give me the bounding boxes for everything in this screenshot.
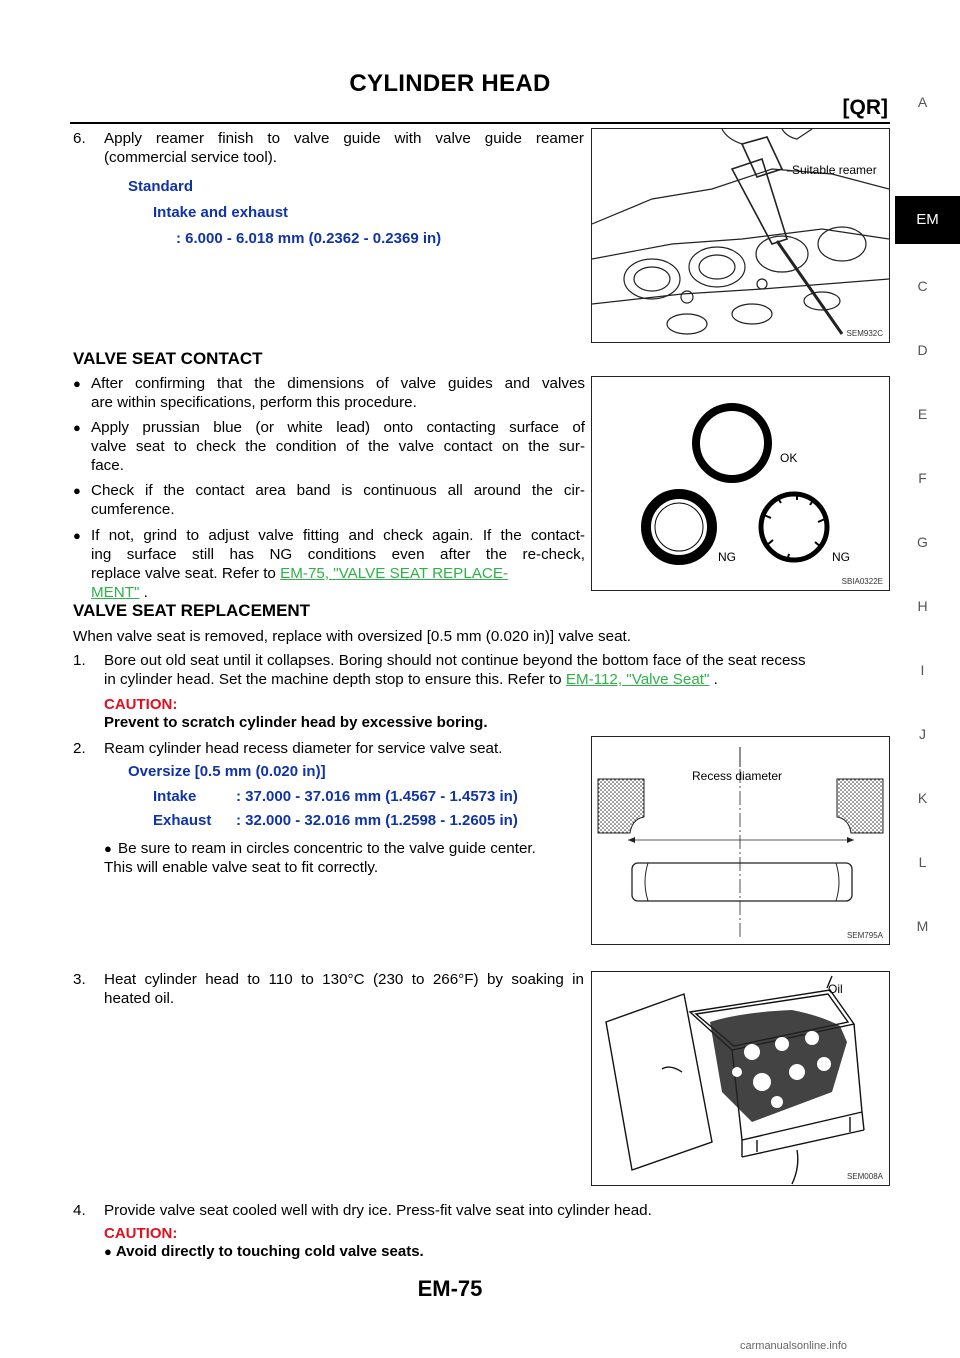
step2-bullet: ● Be sure to ream in circles concentric to the valve guide center. This will enable valve seat to fit correctly. xyxy=(104,840,536,876)
caution-1-label: CAUTION: xyxy=(104,696,178,713)
fig3-label: Recess diameter xyxy=(692,769,783,783)
step4-number: 4. xyxy=(73,1202,86,1219)
index-c[interactable]: C xyxy=(917,278,928,294)
step1-line2: in cylinder head. Set the machine depth stop to ensure this. Refer to EM-112, "Valve Seat" . xyxy=(104,671,718,688)
heading-valve-seat-replacement: VALVE SEAT REPLACEMENT xyxy=(73,601,311,620)
label-ng-2: NG xyxy=(832,550,850,564)
figure-oil-bath xyxy=(591,971,890,1186)
link-valve-seat-em112[interactable]: EM-112, "Valve Seat" xyxy=(565,671,710,688)
bullet-icon: ● xyxy=(104,1244,112,1259)
link-valve-seat-replacement[interactable]: EM-75, "VALVE SEAT REPLACE- xyxy=(280,565,509,582)
contact-bullet-2: ● Apply prussian blue (or white lead) onto contacting surface of valve seat to check the condition of the valve contact on the sur- face. xyxy=(73,419,585,474)
label-ok: OK xyxy=(780,451,798,465)
link-valve-seat-replacement-cont[interactable]: MENT" xyxy=(91,584,140,601)
step2-text: Ream cylinder head recess diameter for service valve seat. xyxy=(104,740,503,757)
index-f[interactable]: F xyxy=(918,470,927,486)
contact-bullet-3: ● Check if the contact area band is continuous all around the cir- cumference. xyxy=(73,482,585,518)
index-a[interactable]: A xyxy=(917,94,928,110)
watermark: carmanualsonline.info xyxy=(740,1340,848,1352)
label-ng-1: NG xyxy=(718,550,736,564)
replacement-intro: When valve seat is removed, replace with oversized [0.5 mm (0.020 in)] valve seat. xyxy=(73,628,631,645)
step6-spec-value: : 6.000 - 6.018 mm (0.2362 - 0.2369 in) xyxy=(176,230,442,247)
index-k[interactable]: K xyxy=(917,790,928,806)
step4-text: Provide valve seat cooled well with dry ice. Press-fit valve seat into cylinder head. xyxy=(104,1202,652,1219)
step2-number: 2. xyxy=(73,740,86,757)
figure-reamer xyxy=(591,128,890,343)
oil-bath-illustration xyxy=(592,972,889,1185)
bullet-icon: ● xyxy=(73,483,81,498)
page-title: CYLINDER HEAD xyxy=(349,70,551,97)
fig4-label: Oil xyxy=(828,982,843,996)
fig1-code: SEM932C xyxy=(846,329,883,338)
reamer-illustration xyxy=(592,129,889,342)
step1-number: 1. xyxy=(73,652,86,669)
engine-code: [QR] xyxy=(842,96,888,119)
figure-contact-rings xyxy=(591,376,890,591)
step1-line1: Bore out old seat until it collapses. Boring should not continue beyond the bottom face of the seat recess xyxy=(104,652,806,669)
index-l[interactable]: L xyxy=(918,854,927,870)
contact-bullet-1: ● After confirming that the dimensions of valve guides and valves are within specifications, perform this procedure. xyxy=(73,375,585,411)
section-index xyxy=(895,0,960,1358)
bullet-icon: ● xyxy=(73,528,81,543)
contact-bullet-4: ● If not, grind to adjust valve fitting and check again. If the contact- ing surface still has NG conditions even after the re-check, replace valve seat. Refer to EM-75, "VALVE SEAT REPLACE- MENT" . xyxy=(73,527,585,601)
index-em-active[interactable]: EM xyxy=(895,196,960,244)
step3-line1: Heat cylinder head to 110 to 130°C (230 to 266°F) by soaking in xyxy=(104,971,584,988)
intake-value: : 37.000 - 37.016 mm (1.4567 - 1.4573 in) xyxy=(236,788,518,805)
fig4-code: SEM008A xyxy=(846,1172,883,1181)
index-i[interactable]: I xyxy=(920,662,925,678)
step3-number: 3. xyxy=(73,971,86,988)
exhaust-label: Exhaust xyxy=(153,812,212,829)
bullet-icon: ● xyxy=(104,841,112,856)
figure-recess-diameter xyxy=(591,736,890,945)
page-number: EM-75 xyxy=(417,1276,483,1301)
oversize-label: Oversize [0.5 mm (0.020 in)] xyxy=(128,763,326,780)
step6-spec-sub: Intake and exhaust xyxy=(153,204,289,221)
step6-line2: (commercial service tool). xyxy=(104,149,278,166)
heading-valve-seat-contact: VALVE SEAT CONTACT xyxy=(73,349,263,368)
intake-label: Intake xyxy=(153,788,197,805)
exhaust-value: : 32.000 - 32.016 mm (1.2598 - 1.2605 in) xyxy=(236,812,518,829)
index-g[interactable]: G xyxy=(917,534,928,550)
caution-1-text: Prevent to scratch cylinder head by excessive boring. xyxy=(104,714,488,731)
step3-line2: heated oil. xyxy=(104,990,175,1007)
index-j[interactable]: J xyxy=(919,726,926,742)
caution-2-text: ● Avoid directly to touching cold valve seats. xyxy=(104,1243,424,1260)
fig2-code: SBIA0322E xyxy=(841,577,883,586)
step6-number: 6. xyxy=(73,130,86,147)
bullet-icon: ● xyxy=(73,420,81,435)
step6-line1: Apply reamer finish to valve guide with valve guide reamer xyxy=(104,130,584,147)
fig3-code: SEM795A xyxy=(846,931,883,940)
index-d[interactable]: D xyxy=(917,342,928,358)
index-m[interactable]: M xyxy=(916,918,929,934)
index-h[interactable]: H xyxy=(917,598,928,614)
fig1-label: Suitable reamer xyxy=(792,163,877,177)
step6-spec-label: Standard xyxy=(128,178,194,195)
header-divider xyxy=(70,122,890,124)
caution-2-label: CAUTION: xyxy=(104,1225,178,1242)
index-e[interactable]: E xyxy=(917,406,928,422)
bullet-icon: ● xyxy=(73,376,81,391)
